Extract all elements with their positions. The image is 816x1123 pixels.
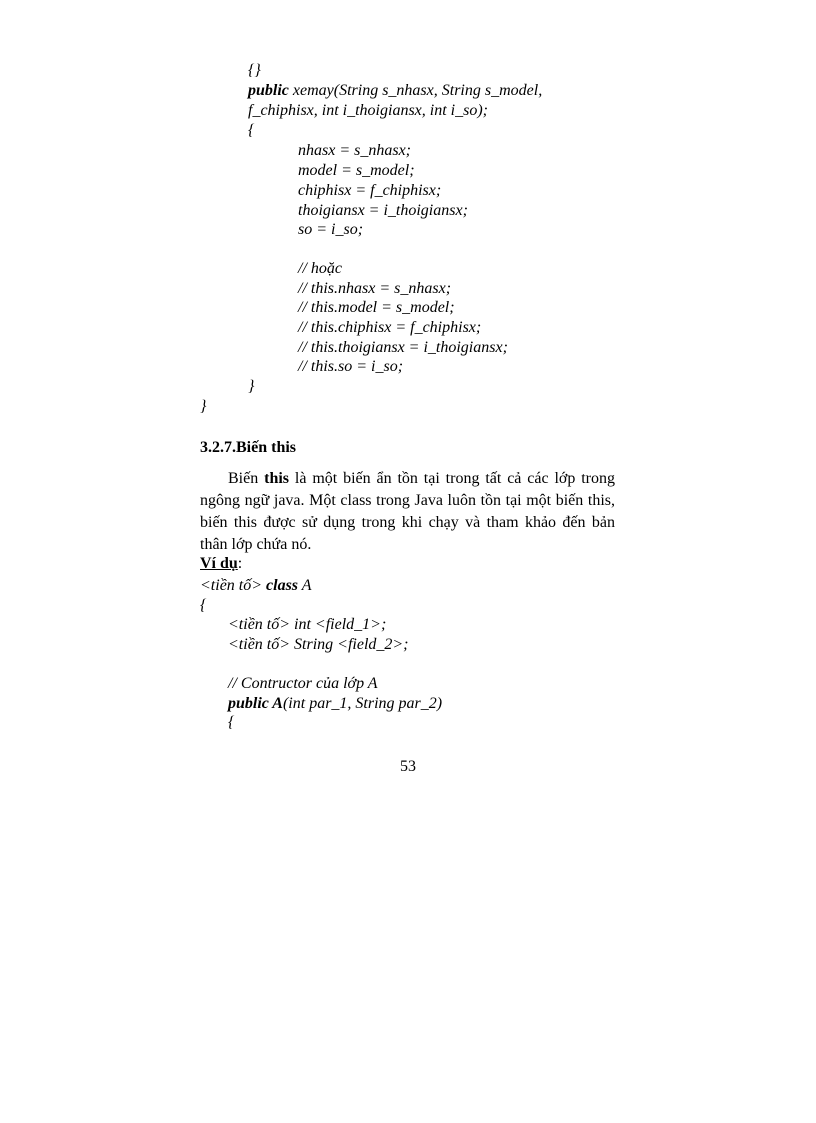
code-line: { [228, 714, 235, 731]
code-line: chiphisx = f_chiphisx; [298, 182, 442, 199]
code-line [200, 576, 312, 596]
code-comment: // this.so = i_so; [298, 358, 404, 375]
code-line: { [248, 122, 255, 139]
code-line: nhasx = s_nhasx; [298, 142, 412, 159]
code-line: } [200, 398, 207, 415]
example-label-text: Ví dụ [200, 555, 238, 572]
code-line: } [248, 378, 255, 395]
example-label [200, 555, 242, 573]
code-line: model = s_model; [298, 162, 415, 179]
code-line: <tiền tố> String <field_2>; [228, 636, 409, 653]
code-text: <tiền tố> [200, 577, 267, 594]
code-text: xemay(String s_nhasx, String s_model, [288, 82, 543, 99]
code-comment: // this.thoigiansx = i_thoigiansx; [298, 339, 508, 356]
code-comment: // this.model = s_model; [298, 299, 455, 316]
code-line: <tiền tố> int <field_1>; [228, 616, 387, 633]
page-number: 53 [400, 758, 416, 775]
paragraph-text: là một biến ẩn tồn tại trong tất cả các lớp trong ngông ngữ java. Một class trong Java luôn tồn tại một biến this, biến this được sử dụng trong khi chạy và tham khảo đến bản thân lớp chứa nó. [200, 470, 616, 553]
code-line: so = i_so; [298, 221, 364, 238]
code-line [228, 694, 442, 714]
keyword-this: this [264, 470, 290, 487]
keyword-public: public A [228, 695, 283, 712]
code-line: {} [248, 62, 261, 79]
code-comment: // this.nhasx = s_nhasx; [298, 280, 452, 297]
code-text: (int par_1, String par_2) [282, 695, 443, 712]
code-line: { [200, 597, 207, 614]
keyword-public: public [248, 82, 289, 99]
section-paragraph [200, 468, 615, 556]
code-text: A [298, 577, 312, 594]
section-heading: 3.2.7.Biến this [200, 439, 297, 456]
code-line: f_chiphisx, int i_thoigiansx, int i_so); [248, 102, 488, 119]
code-comment: // Contructor của lớp A [228, 675, 378, 692]
keyword-class: class [266, 577, 299, 594]
code-line [248, 81, 542, 101]
example-label-colon: : [237, 555, 243, 572]
code-comment: // this.chiphisx = f_chiphisx; [298, 319, 482, 336]
code-comment: // hoặc [298, 260, 342, 277]
paragraph-text: Biến [228, 470, 265, 487]
code-line: thoigiansx = i_thoigiansx; [298, 202, 468, 219]
